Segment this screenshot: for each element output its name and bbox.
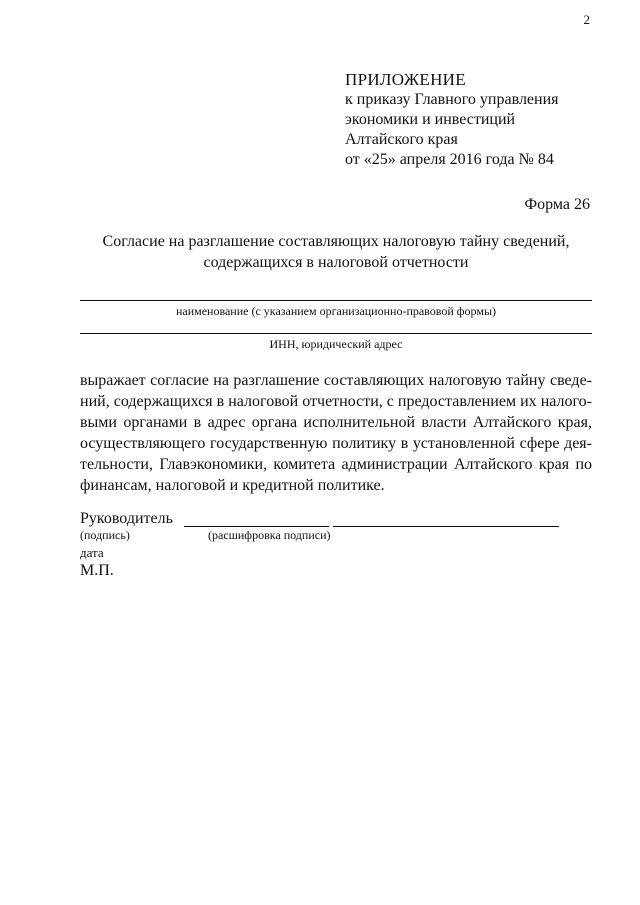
signature-caption: (подпись): [80, 528, 130, 542]
page-number: 2: [583, 12, 590, 27]
document-title-line-1: Согласие на разглашение составляющих налоговую тайну сведений,: [102, 233, 570, 250]
appendix-line-3: Алтайского края: [345, 131, 458, 148]
inn-field-caption: ИНН, юридический адрес: [269, 337, 403, 351]
appendix-title: ПРИЛОЖЕНИЕ: [345, 70, 466, 89]
body-paragraph: [80, 370, 592, 496]
body-line-4: осуществляющего государственную политику в установленной сфере дея-: [80, 435, 592, 452]
form-number: Форма 26: [524, 196, 590, 213]
head-label: Руководитель: [80, 510, 173, 527]
document-title-line-2: содержащихся в налоговой отчетности: [203, 254, 469, 271]
body-line-6: финансам, налоговой и кредитной политике.: [80, 477, 385, 494]
document-title: [80, 231, 592, 273]
decoding-line: [333, 526, 559, 527]
decoding-caption: (расшифровка подписи): [208, 528, 331, 542]
signature-line: [184, 526, 329, 527]
appendix-line-4: от «25» апреля 2016 года № 84: [345, 151, 554, 168]
appendix-line-1: к приказу Главного управления: [345, 91, 559, 108]
stamp-label: М.П.: [80, 562, 114, 579]
appendix-block: [345, 70, 559, 170]
name-field-caption: наименование (с указанием организационно-правовой формы): [175, 304, 497, 318]
body-line-2: ний, содержащихся в налоговой отчетности, с предоставлением их налого-: [80, 393, 592, 410]
body-line-3: выми органами в адрес органа исполнительной власти Алтайского края,: [80, 414, 592, 431]
name-field-line: [80, 300, 592, 301]
body-line-5: тельности, Главэкономики, комитета администрации Алтайского края по: [80, 456, 592, 473]
body-line-1: выражает согласие на разглашение составляющих налоговую тайну сведе-: [80, 372, 592, 389]
date-label: дата: [80, 545, 104, 560]
inn-field-line: [80, 333, 592, 334]
appendix-line-2: экономики и инвестиций: [345, 111, 516, 128]
